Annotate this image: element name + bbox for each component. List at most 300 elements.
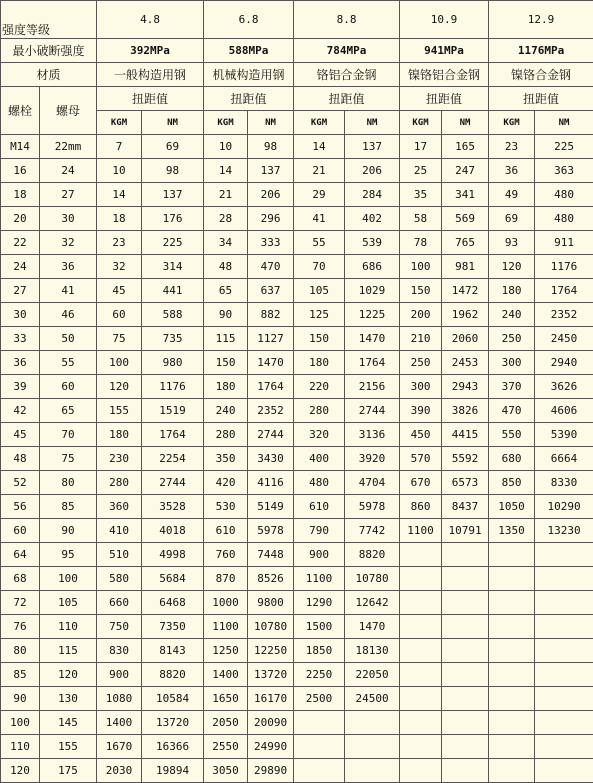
torque-value: 300	[400, 375, 442, 399]
torque-value: 760	[204, 543, 248, 567]
torque-value	[489, 543, 535, 567]
nut-size: 115	[40, 639, 97, 663]
torque-value	[400, 663, 442, 687]
strength-value: 392MPa	[97, 39, 204, 63]
torque-value: 10	[204, 135, 248, 159]
torque-value: 10791	[442, 519, 489, 543]
unit-kgm: KGM	[400, 111, 442, 135]
bolt-size: 20	[1, 207, 40, 231]
torque-value: 320	[294, 423, 345, 447]
torque-value: 4998	[142, 543, 204, 567]
torque-value: 120	[97, 375, 142, 399]
torque-value	[535, 759, 593, 783]
torque-value	[489, 615, 535, 639]
grade-4-8: 4.8	[97, 1, 204, 39]
nut-size: 70	[40, 423, 97, 447]
strength-value: 941MPa	[400, 39, 489, 63]
torque-value: 410	[97, 519, 142, 543]
torque-value: 60	[97, 303, 142, 327]
torque-value: 69	[489, 207, 535, 231]
torque-value: 36	[489, 159, 535, 183]
torque-value: 2254	[142, 447, 204, 471]
nut-size: 60	[40, 375, 97, 399]
torque-value: 5978	[345, 495, 400, 519]
torque-value: 250	[400, 351, 442, 375]
torque-value: 470	[489, 399, 535, 423]
torque-value: 6573	[442, 471, 489, 495]
torque-value	[400, 735, 442, 759]
table-row	[1, 423, 593, 447]
torque-value	[489, 711, 535, 735]
torque-value: 14	[204, 159, 248, 183]
bolt-size: 45	[1, 423, 40, 447]
torque-label: 扭距值	[294, 87, 400, 111]
unit-nm: NM	[345, 111, 400, 135]
torque-value: 1519	[142, 399, 204, 423]
torque-value: 510	[97, 543, 142, 567]
table-row	[1, 399, 593, 423]
nut-size: 90	[40, 519, 97, 543]
torque-value: 75	[97, 327, 142, 351]
torque-label: 扭距值	[400, 87, 489, 111]
torque-value: 850	[489, 471, 535, 495]
torque-value: 3136	[345, 423, 400, 447]
torque-value	[535, 711, 593, 735]
torque-value: 4116	[248, 471, 294, 495]
torque-value: 180	[294, 351, 345, 375]
bolt-size: 33	[1, 327, 40, 351]
torque-value: 7742	[345, 519, 400, 543]
torque-value: 12250	[248, 639, 294, 663]
torque-value: 5684	[142, 567, 204, 591]
unit-kgm: KGM	[294, 111, 345, 135]
torque-value	[294, 759, 345, 783]
torque-value	[442, 711, 489, 735]
torque-value	[345, 735, 400, 759]
torque-value: 24990	[248, 735, 294, 759]
bolt-size: 85	[1, 663, 40, 687]
bolt-size: 100	[1, 711, 40, 735]
material-value: 镍铬铝合金钢	[400, 63, 489, 87]
torque-value: 32	[97, 255, 142, 279]
torque-value: 13230	[535, 519, 593, 543]
table-row	[1, 735, 593, 759]
torque-value: 750	[97, 615, 142, 639]
torque-value: 6468	[142, 591, 204, 615]
torque-value: 8437	[442, 495, 489, 519]
nut-size: 41	[40, 279, 97, 303]
torque-value: 22050	[345, 663, 400, 687]
table-row	[1, 159, 593, 183]
torque-value: 480	[535, 183, 593, 207]
nut-size: 55	[40, 351, 97, 375]
table-row	[1, 207, 593, 231]
torque-value: 911	[535, 231, 593, 255]
material-label: 材质	[1, 63, 97, 87]
nut-size: 65	[40, 399, 97, 423]
torque-value: 78	[400, 231, 442, 255]
torque-value: 1470	[345, 615, 400, 639]
torque-value: 200	[400, 303, 442, 327]
torque-value	[442, 639, 489, 663]
bolt-size: 22	[1, 231, 40, 255]
table-row	[1, 543, 593, 567]
torque-value: 65	[204, 279, 248, 303]
torque-value: 45	[97, 279, 142, 303]
nut-size: 75	[40, 447, 97, 471]
torque-value: 1962	[442, 303, 489, 327]
torque-value: 3920	[345, 447, 400, 471]
torque-value: 900	[97, 663, 142, 687]
bolt-size: 48	[1, 447, 40, 471]
torque-value: 660	[97, 591, 142, 615]
torque-value: 7448	[248, 543, 294, 567]
torque-value: 686	[345, 255, 400, 279]
torque-value	[535, 735, 593, 759]
nut-size: 85	[40, 495, 97, 519]
torque-value: 1400	[97, 711, 142, 735]
torque-value: 7350	[142, 615, 204, 639]
torque-value: 1764	[535, 279, 593, 303]
torque-value: 390	[400, 399, 442, 423]
torque-value: 1670	[97, 735, 142, 759]
torque-value: 210	[400, 327, 442, 351]
torque-value: 18	[97, 207, 142, 231]
torque-value: 480	[535, 207, 593, 231]
torque-value: 13720	[142, 711, 204, 735]
torque-value: 830	[97, 639, 142, 663]
torque-value: 2453	[442, 351, 489, 375]
torque-label: 扭距值	[204, 87, 294, 111]
torque-value: 2250	[294, 663, 345, 687]
torque-value: 1764	[248, 375, 294, 399]
nut-size: 30	[40, 207, 97, 231]
torque-value	[489, 735, 535, 759]
torque-value	[442, 591, 489, 615]
torque-value: 2744	[345, 399, 400, 423]
torque-value: 2744	[248, 423, 294, 447]
torque-value	[345, 711, 400, 735]
strength-row	[1, 39, 593, 63]
bolt-size: 64	[1, 543, 40, 567]
bolt-size: 52	[1, 471, 40, 495]
torque-value	[535, 543, 593, 567]
torque-value: 1850	[294, 639, 345, 663]
grade-row	[1, 1, 593, 39]
torque-value: 10584	[142, 687, 204, 711]
torque-value: 420	[204, 471, 248, 495]
torque-value: 5149	[248, 495, 294, 519]
torque-value: 450	[400, 423, 442, 447]
torque-value: 1470	[248, 351, 294, 375]
torque-value	[442, 615, 489, 639]
torque-value: 610	[294, 495, 345, 519]
torque-value: 314	[142, 255, 204, 279]
torque-value: 49	[489, 183, 535, 207]
torque-value	[489, 759, 535, 783]
torque-value: 150	[294, 327, 345, 351]
torque-value: 25	[400, 159, 442, 183]
torque-value	[535, 567, 593, 591]
torque-value: 206	[345, 159, 400, 183]
torque-value: 280	[204, 423, 248, 447]
bolt-size: 72	[1, 591, 40, 615]
table-row	[1, 279, 593, 303]
torque-value: 3626	[535, 375, 593, 399]
torque-value	[489, 639, 535, 663]
torque-value: 1470	[345, 327, 400, 351]
torque-value: 225	[535, 135, 593, 159]
torque-value: 8143	[142, 639, 204, 663]
torque-value: 155	[97, 399, 142, 423]
torque-value: 2030	[97, 759, 142, 783]
torque-value: 1650	[204, 687, 248, 711]
torque-value: 10	[97, 159, 142, 183]
torque-value: 18130	[345, 639, 400, 663]
torque-value: 24500	[345, 687, 400, 711]
torque-value: 341	[442, 183, 489, 207]
torque-value: 400	[294, 447, 345, 471]
torque-value: 300	[489, 351, 535, 375]
nut-size: 36	[40, 255, 97, 279]
torque-value: 333	[248, 231, 294, 255]
nut-size: 110	[40, 615, 97, 639]
torque-value: 2550	[204, 735, 248, 759]
table-row	[1, 471, 593, 495]
table-row	[1, 639, 593, 663]
torque-value: 2943	[442, 375, 489, 399]
torque-value: 5390	[535, 423, 593, 447]
strength-value: 784MPa	[294, 39, 400, 63]
material-value: 铬铝合金钢	[294, 63, 400, 87]
table-row	[1, 327, 593, 351]
torque-value: 882	[248, 303, 294, 327]
torque-value: 1290	[294, 591, 345, 615]
material-value: 一般构造用钢	[97, 63, 204, 87]
bolt-size: M14	[1, 135, 40, 159]
torque-value: 21	[294, 159, 345, 183]
torque-value: 980	[142, 351, 204, 375]
bolt-size: 68	[1, 567, 40, 591]
table-row	[1, 759, 593, 783]
torque-value: 3826	[442, 399, 489, 423]
torque-value: 360	[97, 495, 142, 519]
torque-value: 28	[204, 207, 248, 231]
torque-value	[489, 567, 535, 591]
torque-value: 120	[489, 255, 535, 279]
torque-value: 1127	[248, 327, 294, 351]
torque-value: 35	[400, 183, 442, 207]
torque-value: 13720	[248, 663, 294, 687]
table-row	[1, 615, 593, 639]
torque-value: 2450	[535, 327, 593, 351]
torque-value: 1400	[204, 663, 248, 687]
nut-size: 50	[40, 327, 97, 351]
table-row	[1, 567, 593, 591]
nut-label: 螺母	[40, 87, 97, 135]
torque-value: 1176	[142, 375, 204, 399]
unit-kgm: KGM	[489, 111, 535, 135]
table-row	[1, 231, 593, 255]
torque-value: 58	[400, 207, 442, 231]
torque-value: 9800	[248, 591, 294, 615]
torque-value: 29890	[248, 759, 294, 783]
torque-value: 5592	[442, 447, 489, 471]
nut-size: 27	[40, 183, 97, 207]
torque-value: 2744	[142, 471, 204, 495]
bolt-size: 18	[1, 183, 40, 207]
torque-value: 23	[97, 231, 142, 255]
torque-value	[535, 663, 593, 687]
torque-value	[442, 687, 489, 711]
torque-value: 137	[142, 183, 204, 207]
nut-size: 105	[40, 591, 97, 615]
torque-value: 1250	[204, 639, 248, 663]
torque-value: 206	[248, 183, 294, 207]
torque-value: 1000	[204, 591, 248, 615]
torque-value: 240	[489, 303, 535, 327]
unit-nm: NM	[535, 111, 593, 135]
table-row	[1, 495, 593, 519]
torque-value	[442, 759, 489, 783]
table-row	[1, 519, 593, 543]
table-row	[1, 687, 593, 711]
torque-value: 137	[345, 135, 400, 159]
nut-size: 100	[40, 567, 97, 591]
torque-value: 900	[294, 543, 345, 567]
nut-size: 24	[40, 159, 97, 183]
torque-value: 10290	[535, 495, 593, 519]
torque-value: 125	[294, 303, 345, 327]
bolt-size: 80	[1, 639, 40, 663]
torque-value: 870	[204, 567, 248, 591]
material-value: 镍铬合金钢	[489, 63, 593, 87]
torque-value	[489, 591, 535, 615]
torque-value: 637	[248, 279, 294, 303]
torque-value: 8330	[535, 471, 593, 495]
torque-value: 16366	[142, 735, 204, 759]
torque-value	[400, 711, 442, 735]
table-row	[1, 303, 593, 327]
nut-size: 145	[40, 711, 97, 735]
torque-value: 735	[142, 327, 204, 351]
torque-value: 402	[345, 207, 400, 231]
torque-value: 1472	[442, 279, 489, 303]
torque-value: 7	[97, 135, 142, 159]
torque-value	[400, 543, 442, 567]
torque-value: 180	[204, 375, 248, 399]
torque-value: 610	[204, 519, 248, 543]
torque-value	[294, 711, 345, 735]
torque-value	[442, 543, 489, 567]
bolt-size: 42	[1, 399, 40, 423]
torque-value: 569	[442, 207, 489, 231]
torque-value: 4415	[442, 423, 489, 447]
torque-value: 2352	[535, 303, 593, 327]
torque-value: 20090	[248, 711, 294, 735]
torque-value: 29	[294, 183, 345, 207]
torque-value: 23	[489, 135, 535, 159]
bolt-size: 16	[1, 159, 40, 183]
bolt-size: 24	[1, 255, 40, 279]
torque-value	[489, 687, 535, 711]
table-row	[1, 183, 593, 207]
torque-value: 19894	[142, 759, 204, 783]
table-row	[1, 135, 593, 159]
torque-value: 250	[489, 327, 535, 351]
bolt-size: 90	[1, 687, 40, 711]
unit-kgm: KGM	[204, 111, 248, 135]
torque-value: 8526	[248, 567, 294, 591]
torque-value: 70	[294, 255, 345, 279]
torque-value	[294, 735, 345, 759]
torque-value: 165	[442, 135, 489, 159]
table-row	[1, 375, 593, 399]
torque-value	[535, 591, 593, 615]
torque-value: 247	[442, 159, 489, 183]
torque-label: 扭距值	[97, 87, 204, 111]
torque-value: 48	[204, 255, 248, 279]
bolt-size: 36	[1, 351, 40, 375]
nut-size: 22mm	[40, 135, 97, 159]
unit-nm: NM	[142, 111, 204, 135]
torque-value: 1100	[294, 567, 345, 591]
torque-value: 860	[400, 495, 442, 519]
nut-size: 120	[40, 663, 97, 687]
material-value: 机械构造用钢	[204, 63, 294, 87]
torque-value: 280	[294, 399, 345, 423]
torque-value: 4018	[142, 519, 204, 543]
torque-value: 1350	[489, 519, 535, 543]
torque-value	[442, 567, 489, 591]
bolt-size: 76	[1, 615, 40, 639]
torque-value: 41	[294, 207, 345, 231]
strength-value: 588MPa	[204, 39, 294, 63]
torque-value: 180	[489, 279, 535, 303]
bolt-size: 30	[1, 303, 40, 327]
torque-value: 21	[204, 183, 248, 207]
torque-value: 480	[294, 471, 345, 495]
torque-value: 588	[142, 303, 204, 327]
torque-value: 765	[442, 231, 489, 255]
torque-value: 981	[442, 255, 489, 279]
torque-value: 8820	[345, 543, 400, 567]
torque-value: 680	[489, 447, 535, 471]
torque-value: 1225	[345, 303, 400, 327]
torque-value: 280	[97, 471, 142, 495]
torque-value: 3430	[248, 447, 294, 471]
torque-label: 扭距值	[489, 87, 593, 111]
torque-value: 5978	[248, 519, 294, 543]
torque-value: 670	[400, 471, 442, 495]
torque-value: 539	[345, 231, 400, 255]
torque-value: 2500	[294, 687, 345, 711]
torque-value	[489, 663, 535, 687]
nut-size: 155	[40, 735, 97, 759]
torque-value: 2352	[248, 399, 294, 423]
torque-value: 1080	[97, 687, 142, 711]
torque-value: 350	[204, 447, 248, 471]
torque-value: 10780	[248, 615, 294, 639]
torque-value: 240	[204, 399, 248, 423]
torque-value: 1050	[489, 495, 535, 519]
torque-value: 1100	[204, 615, 248, 639]
nut-size: 95	[40, 543, 97, 567]
torque-value	[442, 663, 489, 687]
torque-value: 2060	[442, 327, 489, 351]
bolt-size: 27	[1, 279, 40, 303]
unit-nm: NM	[248, 111, 294, 135]
